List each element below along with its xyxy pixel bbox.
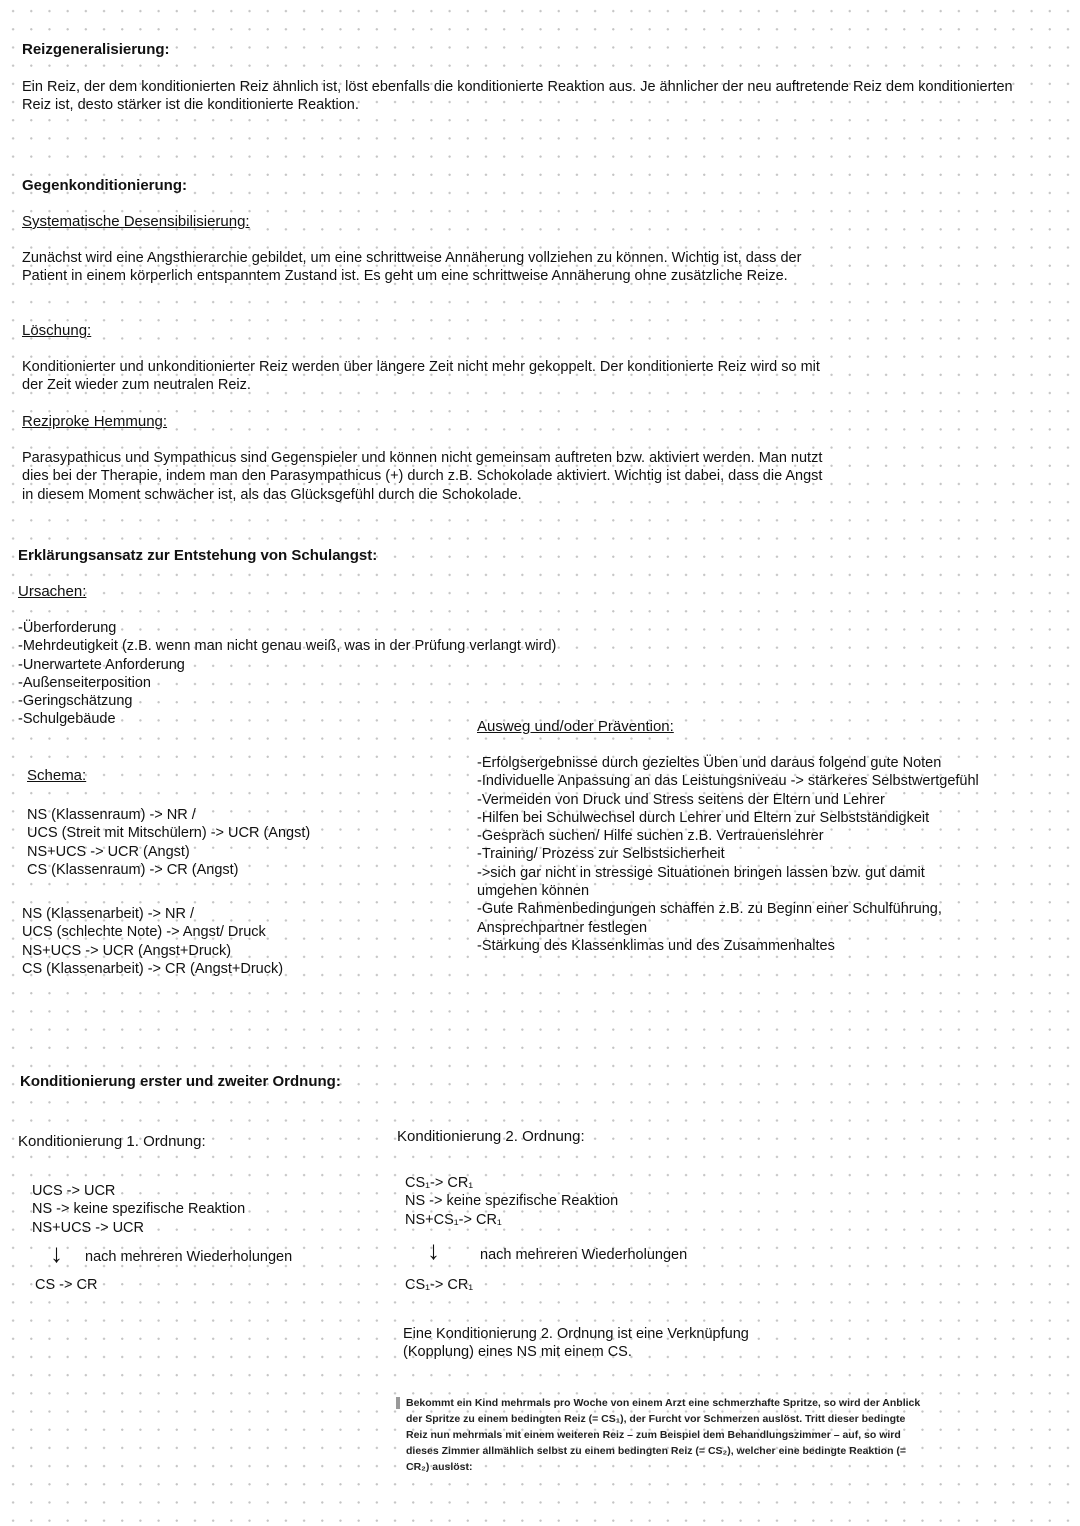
loeschung-heading: Löschung: — [22, 322, 92, 339]
second-order-definition: Eine Konditionierung 2. Ordnung ist eine Verknüpfung (Kopplung) eines NS mit einem CS. — [403, 1326, 749, 1361]
second-order-lines — [405, 1174, 618, 1229]
second-order-heading: Konditionierung 2. Ordnung: — [397, 1128, 585, 1145]
reizgeneralisierung-heading: Reizgeneralisierung: — [22, 41, 170, 58]
first-order-after: nach mehreren Wiederholungen — [85, 1249, 293, 1265]
list-item: -Stärkung des Klassenklimas und des Zusammenhaltes — [477, 937, 835, 954]
ursachen-list — [18, 619, 556, 729]
list-item: -Hilfen bei Schulwechsel durch Lehrer und Eltern zur Selbstständigkeit — [477, 809, 930, 826]
reziproke-hemmung-text: Parasypathicus und Sympathicus sind Gegenspieler und können nicht gemeinsam auftreten bzw. aktiviert werden. Man nutzt dies bei der Therapie, indem man den Parasympathicus (+) durch z.B. Schokolade aktiviert. Wichtig ist dabei, dass die Angst in diesem Moment schwächer ist, als das Glücksgefühl durch die Schokolade. — [22, 450, 823, 503]
list-item: CS (Klassenarbeit) -> CR (Angst+Druck) — [22, 960, 284, 977]
list-item: CS (Klassenraum) -> CR (Angst) — [27, 861, 239, 878]
schema-klassenarbeit — [22, 905, 283, 978]
list-item: NS -> keine spezifische Reaktion — [32, 1201, 246, 1218]
list-item: NS+UCS -> UCR (Angst) — [27, 843, 190, 860]
first-order-result: CS -> CR — [35, 1277, 98, 1293]
ausweg-heading: Ausweg und/oder Prävention: — [477, 718, 674, 735]
list-item: -Individuelle Anpassung an das Leistungsniveau -> stärkeres Selbstwertgefühl — [477, 773, 979, 790]
loeschung-text: Konditionierter und unkonditionierter Reiz werden über längere Zeit nicht mehr gekoppelt. Der konditionierte Reiz wird so mit der Zeit wieder zum neutralen Reiz. — [22, 359, 820, 394]
list-item: -Training/ Prozess zur Selbstsicherheit — [477, 846, 725, 863]
reizgeneralisierung-text: Ein Reiz, der dem konditionierten Reiz ähnlich ist, löst ebenfalls die konditionierte Reaktion aus. Je ähnlicher der neu auftretende Reiz dem konditionierten Reiz ist, desto stärker ist die konditionierte Reaktion. — [22, 79, 1013, 114]
first-order-lines — [32, 1182, 245, 1237]
list-item: -Schulgebäude — [18, 711, 116, 728]
list-item: -Überforderung — [18, 620, 117, 636]
example-text: Bekommt ein Kind mehrmals pro Woche von einem Arzt eine schmerzhafte Spritze, so wird der Anblick der Spritze zu einem bedingten Reiz (= CS₁), der Furcht vor Schmerzen auslöst. Tritt dieser bedingte Reiz nun mehrmals mit einem weiteren Reiz – zum Beispiel dem Behandlungszimmer – auf, so wird dieses Zimmer allmählich selbst zu einem bedingten Reiz (= CS₂), welcher eine bedingte Reaktion (= CR₂) auslöst: — [406, 1397, 921, 1473]
list-item: Ansprechpartner festlegen — [477, 919, 648, 936]
list-item: -Gute Rahmenbedingungen schaffen z.B. zu Beginn einer Schulführung, — [477, 901, 942, 918]
schulangst-heading: Erklärungsansatz zur Entstehung von Schulangst: — [18, 547, 378, 564]
desensibilisierung-heading: Systematische Desensibilisierung: — [22, 213, 250, 230]
gegenkonditionierung-heading: Gegenkonditionierung: — [22, 177, 187, 194]
list-item: -Unerwartete Anforderung — [18, 656, 185, 673]
schema-heading: Schema: — [27, 767, 87, 784]
list-item: NS (Klassenarbeit) -> NR / — [22, 906, 195, 922]
desensibilisierung-text: Zunächst wird eine Angsthierarchie gebildet, um eine schrittweise Annäherung vollziehen zu können. Wichtig ist, dass der Patient in einem körperlich entspanntem Zustand ist. Es geht um eine schrittweise Annäherung ohne zusätzliche Reize. — [22, 250, 802, 285]
second-order-after: nach mehreren Wiederholungen — [480, 1247, 688, 1263]
list-item: -Erfolgsergebnisse durch gezieltes Üben und daraus folgend gute Noten — [477, 755, 942, 771]
down-arrow-icon: ↓ — [50, 1238, 63, 1268]
list-item: CS₁-> CR₁ — [405, 1175, 474, 1191]
konditionierung-heading: Konditionierung erster und zweiter Ordnung: — [20, 1073, 341, 1090]
list-item: NS+UCS -> UCR (Angst+Druck) — [22, 942, 232, 959]
list-item: NS (Klassenraum) -> NR / — [27, 807, 196, 823]
list-item: -Geringschätzung — [18, 693, 133, 710]
list-item: -Gespräch suchen/ Hilfe suchen z.B. Vertrauenslehrer — [477, 828, 824, 845]
ausweg-list — [477, 754, 979, 955]
example-marker-icon — [396, 1397, 400, 1409]
down-arrow-icon: ↓ — [427, 1235, 440, 1265]
list-item: umgehen können — [477, 883, 590, 900]
list-item: -Vermeiden von Druck und Stress seitens der Eltern und Lehrer — [477, 791, 885, 808]
list-item: NS -> keine spezifische Reaktion — [405, 1193, 619, 1210]
first-order-heading: Konditionierung 1. Ordnung: — [18, 1133, 206, 1150]
second-order-result: CS₁-> CR₁ — [405, 1277, 474, 1293]
list-item: -Mehrdeutigkeit (z.B. wenn man nicht genau weiß, was in der Prüfung verlangt wird) — [18, 638, 557, 655]
list-item: NS+CS₁-> CR₁ — [405, 1211, 502, 1228]
schema-klassenraum — [27, 806, 310, 879]
ursachen-heading: Ursachen: — [18, 583, 87, 600]
list-item: ->sich gar nicht in stressige Situationen bringen lassen bzw. gut damit — [477, 864, 925, 881]
list-item: NS+UCS -> UCR — [32, 1219, 144, 1236]
list-item: -Außenseiterposition — [18, 674, 151, 691]
reziproke-hemmung-heading: Reziproke Hemmung: — [22, 413, 168, 430]
list-item: UCS -> UCR — [32, 1183, 116, 1199]
list-item: UCS (schlechte Note) -> Angst/ Druck — [22, 924, 266, 941]
list-item: UCS (Streit mit Mitschülern) -> UCR (Angst) — [27, 825, 311, 842]
